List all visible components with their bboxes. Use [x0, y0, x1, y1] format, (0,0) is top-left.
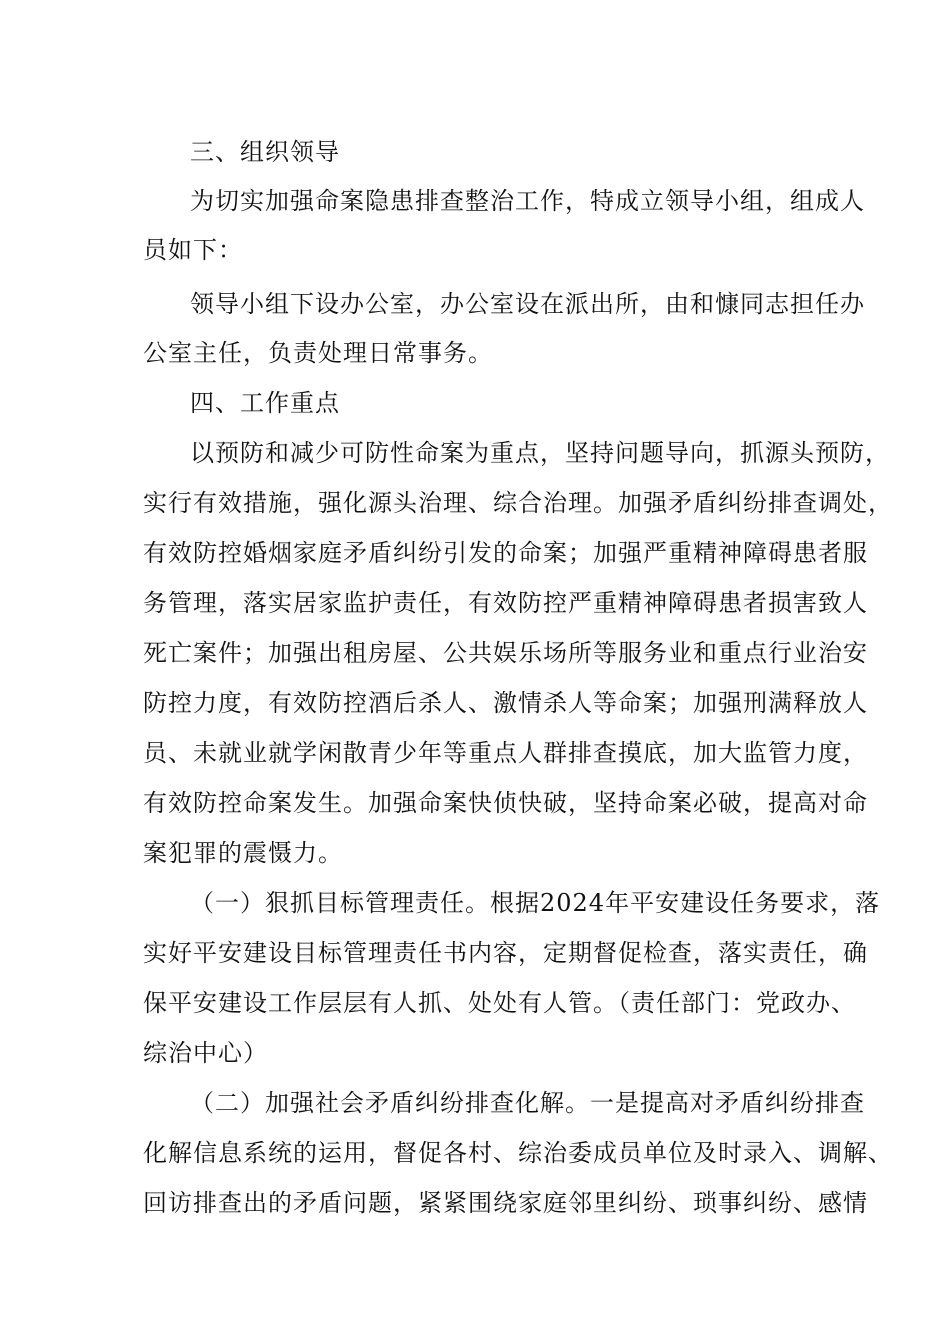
paragraph-line: 务管理，落实居家监护责任，有效防控严重精神障碍患者损害致人: [143, 589, 868, 617]
paragraph-line: 有效防控婚烟家庭矛盾纠纷引发的命案；加强严重精神障碍患者服: [143, 539, 868, 567]
paragraph-line: 防控力度，有效防控酒后杀人、激情杀人等命案；加强刑满释放人: [143, 689, 868, 717]
paragraph-line: 死亡案件；加强出租房屋、公共娱乐场所等服务业和重点行业治安: [143, 639, 868, 667]
paragraph-line: 为切实加强命案隐患排查整治工作，特成立领导小组，组成人: [190, 187, 865, 215]
paragraph-line: 保平安建设工作层层有人抓、处处有人管。（责任部门：党政办、: [143, 989, 856, 1017]
paragraph-line: 有效防控命案发生。加强命案快侦快破，坚持命案必破，提高对命: [143, 789, 868, 817]
paragraph-line: （二）加强社会矛盾纠纷排查化解。一是提高对矛盾纠纷排查: [190, 1089, 865, 1117]
paragraph-line: （一）狠抓目标管理责任。根据2024年平安建设任务要求，落: [190, 889, 881, 917]
paragraph-line: 综治中心）: [143, 1039, 268, 1067]
paragraph-line: 实好平安建设目标管理责任书内容，定期督促检查，落实责任，确: [143, 939, 868, 967]
section-heading-organization: 三、组织领导: [190, 138, 340, 166]
paragraph-line: 公室主任，负责处理日常事务。: [143, 339, 493, 367]
paragraph-line: 以预防和减少可防性命案为重点，坚持问题导向，抓源头预防，: [190, 439, 890, 467]
paragraph-line: 领导小组下设办公室，办公室设在派出所，由和慷同志担任办: [190, 290, 865, 318]
paragraph-line: 员如下：: [143, 236, 243, 264]
paragraph-line: 实行有效措施，强化源头治理、综合治理。加强矛盾纠纷排查调处，: [143, 489, 893, 517]
paragraph-line: 员、未就业就学闲散青少年等重点人群排查摸底，加大监管力度，: [143, 739, 868, 767]
paragraph-line: 案犯罪的震慑力。: [143, 839, 343, 867]
section-heading-work-focus: 四、工作重点: [190, 389, 340, 417]
paragraph-line: 回访排查出的矛盾问题，紧紧围绕家庭邻里纠纷、琐事纠纷、感情: [143, 1189, 868, 1217]
paragraph-line: 化解信息系统的运用，督促各村、综治委成员单位及时录入、调解、: [143, 1139, 893, 1167]
